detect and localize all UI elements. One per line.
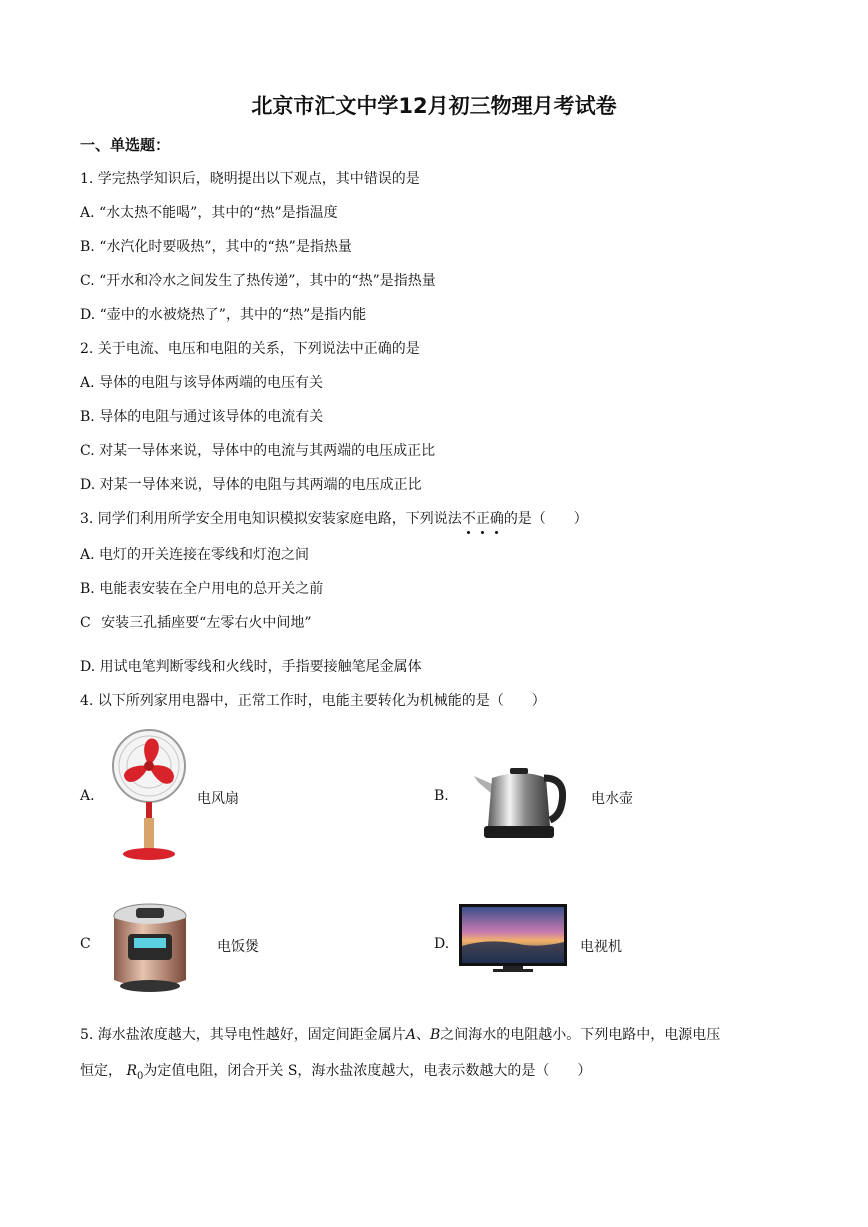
- question-4-option-c-text: 电饭煲: [217, 939, 259, 955]
- question-1-option-b: B. “水汽化时要吸热”，其中的“热”是指热量: [80, 239, 352, 255]
- question-3-emphasis: [462, 511, 504, 527]
- page-title: 北京市汇文中学12月初三物理月考试卷: [251, 94, 617, 118]
- plate-a-label: A: [405, 1027, 416, 1043]
- question-1-option-c: C. “开水和冷水之间发生了热传递”，其中的“热”是指热量: [80, 273, 436, 289]
- emphasis-char: 正: [476, 508, 490, 528]
- question-5-separator: 、: [415, 1027, 430, 1043]
- question-5-text-3: 恒定，: [80, 1063, 122, 1079]
- question-3-stem-text: 3. 同学们利用所学安全用电知识模拟安装家庭电路，下列说法: [80, 511, 462, 527]
- question-2-option-b: B. 导体的电阻与通过该导体的电流有关: [80, 409, 324, 425]
- question-5-text-4: 为定值电阻，闭合开关 S，海水盐浓度越大，电表示数越大的是（ ）: [143, 1063, 592, 1079]
- question-4-option-d-letter: D.: [434, 936, 450, 952]
- question-3-stem-end: 的是（ ）: [503, 511, 588, 527]
- question-4-option-d-text: 电视机: [580, 939, 622, 955]
- question-2-option-c: C. 对某一导体来说，导体中的电流与其两端的电压成正比: [80, 443, 436, 459]
- question-4-option-a-text: 电风扇: [197, 791, 239, 807]
- question-4-option-a-letter: A.: [80, 788, 95, 804]
- question-5-text-1: 5. 海水盐浓度越大，其导电性越好，固定间距金属片: [80, 1027, 406, 1043]
- question-1-stem: 1. 学完热学知识后，晓明提出以下观点，其中错误的是: [80, 171, 420, 187]
- question-4-option-c-letter: C: [80, 936, 91, 952]
- plate-b-label: B: [429, 1027, 441, 1043]
- question-4-option-b-letter: B.: [434, 788, 449, 804]
- question-5-line-2: [80, 1060, 591, 1082]
- question-5-line-1: [80, 1024, 720, 1044]
- electric-fan-image: [108, 726, 190, 862]
- question-2-option-d: D. 对某一导体来说，导体的电阻与其两端的电压成正比: [80, 477, 422, 493]
- question-1-option-d: D. “壶中的水被烧热了”，其中的“热”是指内能: [80, 307, 367, 323]
- question-3-option-d: D. 用试电笔判断零线和火线时，手指要接触笔尾金属体: [80, 659, 422, 675]
- question-3-option-c: [80, 612, 312, 632]
- emphasis-char: 确: [490, 508, 504, 528]
- question-2-option-a: A. 导体的电阻与该导体两端的电压有关: [80, 375, 324, 391]
- section-heading: 一、单选题：: [80, 136, 171, 154]
- question-3-option-a: A. 电灯的开关连接在零线和灯泡之间: [80, 547, 310, 563]
- question-3-option-b: B. 电能表安装在全户用电的总开关之前: [80, 581, 324, 597]
- question-3-stem: [80, 508, 588, 528]
- question-3-option-c-text: 安装三孔插座要“左零右火中间地”: [101, 615, 312, 631]
- question-4-stem: 4. 以下所列家用电器中，正常工作时，电能主要转化为机械能的是（ ）: [80, 693, 546, 709]
- resistor-symbol-letter: R: [126, 1063, 137, 1079]
- question-3-option-c-letter: C: [80, 615, 91, 631]
- resistor-r0-symbol: [126, 1063, 144, 1082]
- emphasis-char: 不: [462, 508, 476, 528]
- electric-kettle-image: [470, 764, 566, 844]
- question-1-option-a: A. “水太热不能喝”，其中的“热”是指温度: [80, 205, 338, 221]
- question-2-stem: 2. 关于电流、电压和电阻的关系，下列说法中正确的是: [80, 341, 420, 357]
- television-image: [459, 904, 567, 974]
- resistor-symbol-subscript: 0: [137, 1070, 144, 1082]
- question-4-option-b-text: 电水壶: [591, 791, 633, 807]
- question-5-text-2: 之间海水的电阻越小。下列电路中，电源电压: [440, 1027, 721, 1043]
- rice-cooker-image: [110, 900, 190, 996]
